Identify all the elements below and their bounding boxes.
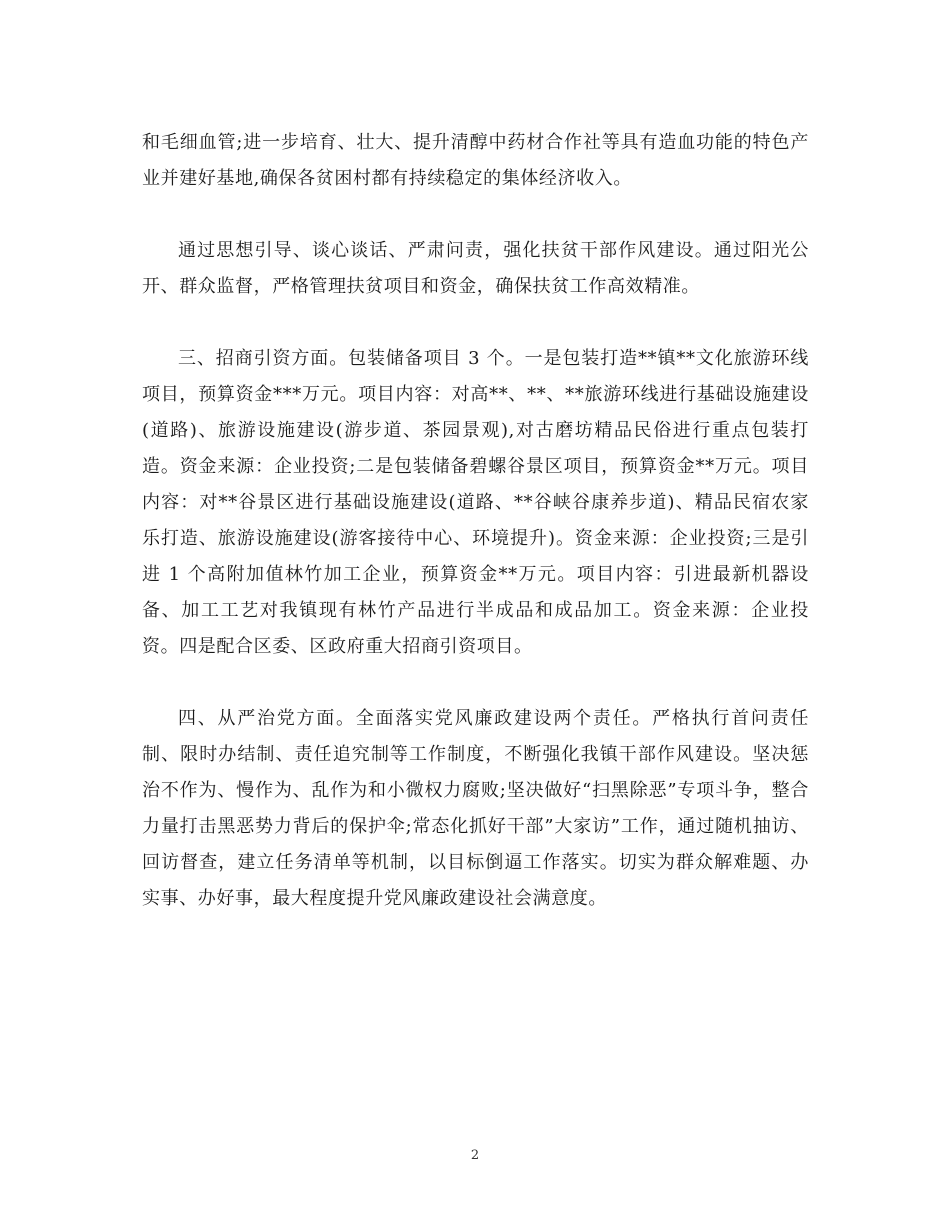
document-body: [142, 125, 809, 917]
paragraph-poverty-alleviation-style: 通过思想引导、谈心谈话、严肃问责，强化扶贫干部作风建设。通过阳光公开、群众监督，严格管理扶贫项目和资金，确保扶贫工作高效精准。: [142, 240, 809, 297]
paragraph-party-governance: 四、从严治党方面。全面落实党风廉政建设两个责任。严格执行首问责任制、限时办结制、责任追究制等工作制度，不断强化我镇干部作风建设。坚决惩治不作为、慢作为、乱作为和小微权力腐败;坚决做好“扫黑除恶”专项斗争，整合力量打击黑恶势力背后的保护伞;常态化抓好干部”大家访”工作，通过随机抽访、回访督查，建立任务清单等机制，以目标倒逼工作落实。切实为群众解难题、办实事、办好事，最大程度提升党风廉政建设社会满意度。: [142, 708, 809, 909]
paragraph-investment-attraction: 三、招商引资方面。包装储备项目 3 个。一是包装打造**镇**文化旅游环线项目，预算资金***万元。项目内容：对高**、**、**旅游环线进行基础设施建设(道路)、旅游设施建设(游步道、茶园景观),对古磨坊精品民俗进行重点包装打造。资金来源：企业投资;二是包装储备碧螺谷景区项目，预算资金**万元。项目内容：对**谷景区进行基础设施建设(道路、**谷峡谷康养步道)、精品民宿农家乐打造、旅游设施建设(游客接待中心、环境提升)。资金来源：企业投资;三是引进 1 个高附加值林竹加工企业，预算资金**万元。项目内容：引进最新机器设备、加工工艺对我镇现有林竹产品进行半成品和成品加工。资金来源：企业投资。四是配合区委、区政府重大招商引资项目。: [142, 348, 809, 657]
page-number: 2: [470, 1148, 480, 1163]
paragraph-continuation: 和毛细血管;进一步培育、壮大、提升清醇中药材合作社等具有造血功能的特色产业并建好基地,确保各贫困村都有持续稳定的集体经济收入。: [142, 132, 809, 189]
